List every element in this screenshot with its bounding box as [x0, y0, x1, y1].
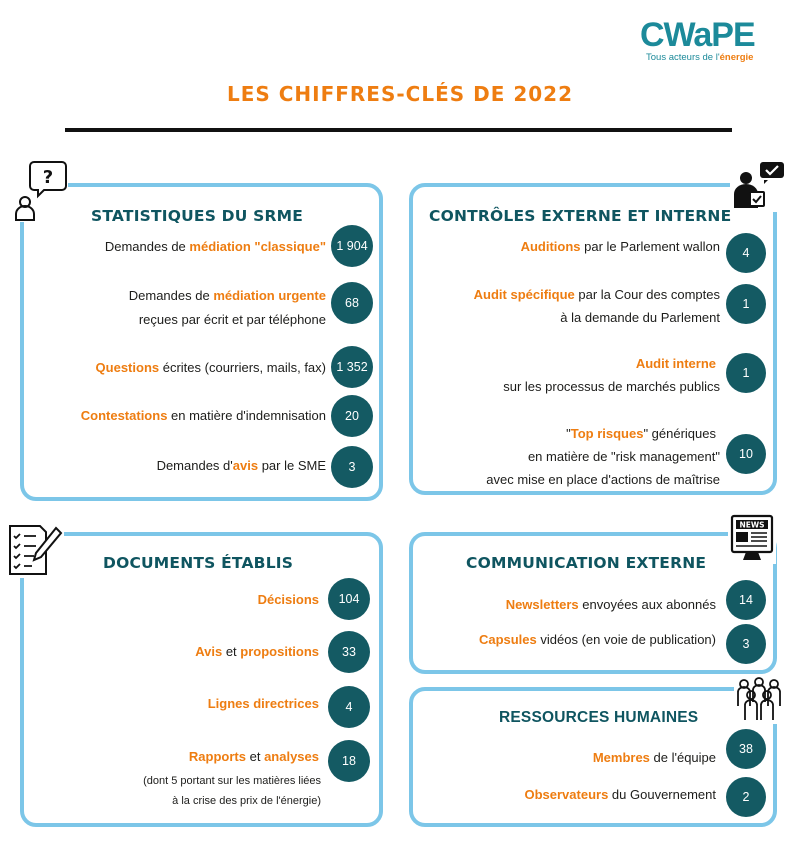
- title-divider: [65, 128, 732, 132]
- controles-item-2-line2: à la demande du Parlement: [560, 310, 720, 325]
- srme-item-1-highlight: médiation "classique": [189, 239, 326, 254]
- srme-item-5-label: [157, 458, 326, 474]
- srme-item-3-value: 1 352: [331, 346, 373, 388]
- controles-item-4-highlight: Top risques: [570, 426, 644, 441]
- communication-item-1-value: 14: [726, 580, 766, 620]
- controles-item-2-value: 1: [726, 284, 766, 324]
- controles-item-3-label: [636, 356, 716, 372]
- controles-item-4-line2: en matière de "risk management": [527, 449, 720, 464]
- checklist-pen-icon: [6, 522, 64, 578]
- rh-item-1-label: [593, 750, 716, 766]
- srme-item-4-label: [81, 408, 326, 424]
- srme-item-5-highlight: avis: [232, 458, 259, 473]
- srme-title: STATISTIQUES DU SRME: [91, 207, 304, 225]
- rh-item-1-post: de l'équipe: [649, 750, 716, 765]
- controles-item-1-label: [521, 239, 720, 255]
- documents-item-2-mid: et: [222, 644, 241, 659]
- communication-item-2-post: vidéos (en voie de publication): [536, 632, 716, 647]
- controles-item-4-value: 10: [726, 434, 766, 474]
- team-icon: [734, 676, 784, 724]
- controles-item-4-line3: avec mise en place d'actions de maîtrise: [486, 472, 720, 487]
- documents-item-4-mid: et: [245, 749, 265, 764]
- news-screen-icon: [728, 512, 776, 564]
- documents-item-4-label: [189, 749, 319, 765]
- rh-item-1-highlight: Membres: [592, 750, 650, 765]
- svg-text:?: ?: [42, 167, 54, 188]
- logo-tagline-prefix: Tous acteurs de l': [646, 52, 720, 63]
- srme-item-4-highlight: Contestations: [80, 408, 168, 423]
- rh-item-2-label: [524, 787, 716, 803]
- controles-item-3-highlight: Audit interne: [635, 356, 716, 371]
- documents-item-3-value: 4: [328, 686, 370, 728]
- communication-item-2-label: [479, 632, 716, 648]
- communication-item-1-highlight: Newsletters: [505, 597, 579, 612]
- srme-panel: [20, 183, 383, 501]
- communication-item-1-label: [506, 597, 716, 613]
- page-title: LES CHIFFRES-CLÉS DE 2022: [226, 82, 574, 106]
- documents-item-2-value: 33: [328, 631, 370, 673]
- srme-item-5-value: 3: [331, 446, 373, 488]
- documents-item-3-label: [208, 696, 319, 712]
- srme-item-1-value: 1 904: [331, 225, 373, 267]
- controles-item-2-highlight: Audit spécifique: [473, 287, 575, 302]
- srme-item-1-pre: Demandes de: [104, 239, 190, 254]
- controles-title: CONTRÔLES EXTERNE ET INTERNE: [429, 207, 732, 225]
- logo-tagline: [646, 52, 753, 63]
- documents-item-1-value: 104: [328, 578, 370, 620]
- documents-item-2-highlight: Avis: [195, 644, 223, 659]
- controles-item-2-post: par la Cour des comptes: [574, 287, 720, 302]
- controles-item-3-value: 1: [726, 353, 766, 393]
- controles-item-1-post: par le Parlement wallon: [580, 239, 720, 254]
- srme-item-2-label: [129, 288, 326, 304]
- srme-item-3-highlight: Questions: [95, 360, 160, 375]
- checked-person-icon: [730, 160, 786, 212]
- documents-item-4-line2: (dont 5 portant sur les matières liées: [143, 775, 321, 787]
- srme-item-3-label: [96, 360, 326, 376]
- controles-item-1-highlight: Auditions: [520, 239, 581, 254]
- communication-item-2-value: 3: [726, 624, 766, 664]
- documents-item-4-line3: à la crise des prix de l'énergie): [172, 795, 321, 807]
- controles-item-4-post: " génériques: [643, 426, 716, 441]
- srme-item-3-post: écrites (courriers, mails, fax): [159, 360, 326, 375]
- documents-title: DOCUMENTS ÉTABLIS: [103, 554, 294, 572]
- srme-item-2-line2: reçues par écrit et par téléphone: [138, 312, 326, 327]
- documents-item-4-highlight-2: analyses: [264, 749, 319, 764]
- srme-item-1-label: [105, 239, 326, 255]
- logo-tagline-em: énergie: [719, 52, 754, 63]
- documents-item-2-highlight-2: propositions: [240, 644, 319, 659]
- srme-item-2-pre: Demandes de: [128, 288, 214, 303]
- logo: [640, 16, 770, 66]
- documents-item-4-value: 18: [328, 740, 370, 782]
- communication-item-2-highlight: Capsules: [478, 632, 537, 647]
- srme-item-5-pre: Demandes d': [156, 458, 233, 473]
- news-icon-label: NEWS: [739, 520, 765, 530]
- controles-item-3-line2: sur les processus de marchés publics: [503, 379, 720, 394]
- rh-title: RESSOURCES HUMAINES: [499, 709, 699, 726]
- rh-item-1-value: 38: [726, 729, 766, 769]
- rh-item-2-value: 2: [726, 777, 766, 817]
- question-person-icon: [12, 158, 68, 222]
- rh-item-2-highlight: Observateurs: [524, 787, 609, 802]
- srme-item-4-post: en matière d'indemnisation: [167, 408, 326, 423]
- documents-item-2-label: [195, 644, 319, 660]
- controles-item-4-pre: ": [566, 426, 571, 441]
- logo-wordmark: CWaPE: [640, 16, 755, 54]
- srme-item-2-value: 68: [331, 282, 373, 324]
- srme-item-4-value: 20: [331, 395, 373, 437]
- controles-item-1-value: 4: [726, 233, 766, 273]
- documents-item-3-highlight: Lignes directrices: [207, 696, 319, 711]
- documents-item-1-label: [258, 592, 319, 608]
- communication-title: COMMUNICATION EXTERNE: [466, 554, 707, 572]
- srme-item-5-post: par le SME: [258, 458, 326, 473]
- srme-item-2-highlight: médiation urgente: [213, 288, 326, 303]
- documents-item-1-highlight: Décisions: [257, 592, 319, 607]
- documents-item-4-highlight: Rapports: [188, 749, 246, 764]
- controles-item-2-label: [474, 287, 720, 303]
- communication-item-1-post: envoyées aux abonnés: [578, 597, 716, 612]
- controles-item-4-label: [566, 426, 716, 442]
- rh-item-2-post: du Gouvernement: [608, 787, 716, 802]
